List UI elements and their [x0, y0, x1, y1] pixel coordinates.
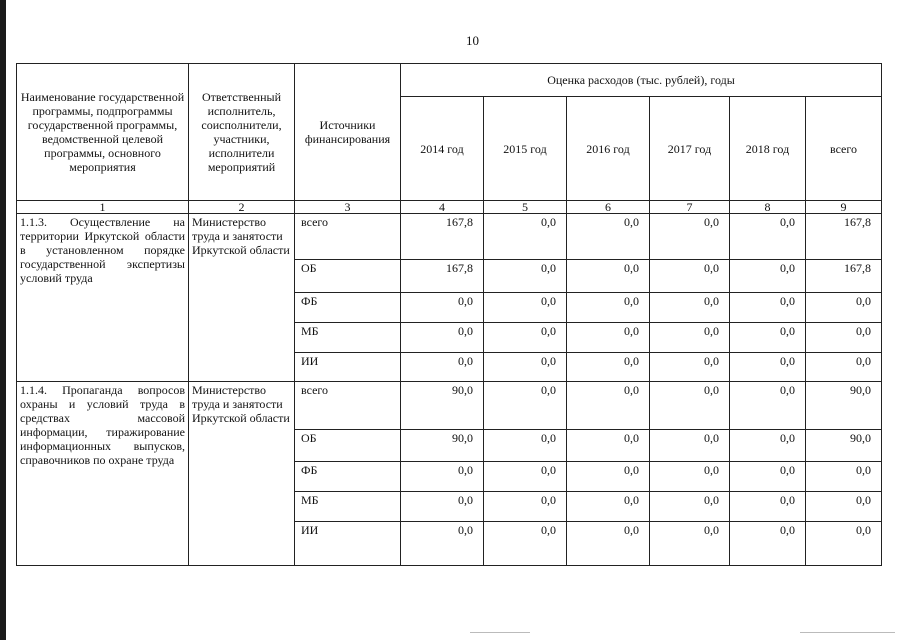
value-cell: 0,0 [484, 260, 567, 293]
value-cell: 0,0 [650, 260, 730, 293]
column-number: 6 [567, 201, 650, 214]
value-cell: 0,0 [484, 353, 567, 382]
value-cell: 167,8 [806, 214, 882, 260]
value-cell: 0,0 [650, 462, 730, 492]
value-cell: 0,0 [484, 492, 567, 522]
value-cell: 0,0 [567, 522, 650, 566]
value-cell: 0,0 [806, 522, 882, 566]
value-cell: 167,8 [806, 260, 882, 293]
value-cell: 0,0 [650, 382, 730, 430]
value-cell: 0,0 [567, 293, 650, 323]
column-number: 3 [295, 201, 401, 214]
column-number: 1 [17, 201, 189, 214]
activity-name: 1.1.4. Пропаганда вопросов охраны и условий труда в средствах массовой информации, тиражирование информационных выпусков, справочников по охране труда [17, 382, 189, 566]
value-cell: 90,0 [806, 430, 882, 462]
value-cell: 0,0 [484, 382, 567, 430]
value-cell: 0,0 [730, 214, 806, 260]
table-row [17, 382, 882, 430]
activity-name: 1.1.3. Осуществление на территории Иркутской области в установленном порядке государственной экспертизы условий труда [17, 214, 189, 382]
funding-source: ОБ [295, 260, 401, 293]
value-cell: 0,0 [806, 492, 882, 522]
value-cell: 0,0 [730, 293, 806, 323]
value-cell: 0,0 [567, 462, 650, 492]
value-cell: 90,0 [401, 382, 484, 430]
value-cell: 0,0 [484, 293, 567, 323]
value-cell: 0,0 [806, 462, 882, 492]
header-year-2015: 2015 год [484, 97, 567, 201]
value-cell: 0,0 [650, 492, 730, 522]
value-cell: 0,0 [401, 353, 484, 382]
funding-source: ФБ [295, 462, 401, 492]
value-cell: 0,0 [650, 214, 730, 260]
funding-source: ФБ [295, 293, 401, 323]
header-year-2017: 2017 год [650, 97, 730, 201]
column-number: 8 [730, 201, 806, 214]
funding-source: МБ [295, 492, 401, 522]
value-cell: 90,0 [401, 430, 484, 462]
value-cell: 0,0 [650, 323, 730, 353]
table-row [17, 214, 882, 260]
value-cell: 0,0 [650, 353, 730, 382]
value-cell: 0,0 [806, 323, 882, 353]
value-cell: 0,0 [730, 462, 806, 492]
activity-executor: Министерство труда и занятости Иркутской области [189, 382, 295, 566]
value-cell: 0,0 [730, 260, 806, 293]
value-cell: 0,0 [730, 382, 806, 430]
header-year-2018: 2018 год [730, 97, 806, 201]
value-cell: 0,0 [730, 430, 806, 462]
value-cell: 0,0 [484, 430, 567, 462]
value-cell: 0,0 [401, 293, 484, 323]
value-cell: 0,0 [650, 293, 730, 323]
funding-source: ИИ [295, 353, 401, 382]
value-cell: 0,0 [806, 293, 882, 323]
value-cell: 0,0 [567, 260, 650, 293]
value-cell: 90,0 [806, 382, 882, 430]
value-cell: 0,0 [806, 353, 882, 382]
value-cell: 0,0 [567, 214, 650, 260]
column-number: 7 [650, 201, 730, 214]
value-cell: 0,0 [730, 492, 806, 522]
page-number: 10 [466, 33, 479, 48]
column-number: 2 [189, 201, 295, 214]
header-name-column: Наименование государственной программы, подпрограммы государственной программы, ведомственной целевой программы, основного мероприятия [17, 64, 189, 201]
value-cell: 0,0 [567, 492, 650, 522]
value-cell: 0,0 [401, 522, 484, 566]
funding-source: всего [295, 382, 401, 430]
header-total: всего [806, 97, 882, 201]
value-cell: 0,0 [730, 353, 806, 382]
scan-artifact [800, 632, 895, 633]
value-cell: 167,8 [401, 260, 484, 293]
value-cell: 0,0 [484, 462, 567, 492]
budget-table [16, 63, 882, 566]
column-number: 4 [401, 201, 484, 214]
column-number: 9 [806, 201, 882, 214]
funding-source: всего [295, 214, 401, 260]
header-estimate-title: Оценка расходов (тыс. рублей), годы [401, 64, 882, 97]
value-cell: 0,0 [401, 462, 484, 492]
value-cell: 0,0 [567, 382, 650, 430]
header-year-2016: 2016 год [567, 97, 650, 201]
header-executor-column: Ответственный исполнитель, соисполнители, участники, исполнители мероприятий [189, 64, 295, 201]
value-cell: 0,0 [567, 353, 650, 382]
funding-source: ИИ [295, 522, 401, 566]
scan-artifact [470, 632, 530, 633]
funding-source: МБ [295, 323, 401, 353]
value-cell: 0,0 [484, 214, 567, 260]
value-cell: 0,0 [484, 522, 567, 566]
header-year-2014: 2014 год [401, 97, 484, 201]
value-cell: 167,8 [401, 214, 484, 260]
value-cell: 0,0 [650, 430, 730, 462]
value-cell: 0,0 [567, 323, 650, 353]
value-cell: 0,0 [401, 323, 484, 353]
column-number: 5 [484, 201, 567, 214]
value-cell: 0,0 [484, 323, 567, 353]
value-cell: 0,0 [567, 430, 650, 462]
value-cell: 0,0 [650, 522, 730, 566]
value-cell: 0,0 [730, 522, 806, 566]
scan-edge [0, 0, 6, 640]
column-number-row [17, 201, 882, 214]
funding-source: ОБ [295, 430, 401, 462]
activity-executor: Министерство труда и занятости Иркутской области [189, 214, 295, 382]
header-source-column: Источники финансирования [295, 64, 401, 201]
value-cell: 0,0 [401, 492, 484, 522]
value-cell: 0,0 [730, 323, 806, 353]
